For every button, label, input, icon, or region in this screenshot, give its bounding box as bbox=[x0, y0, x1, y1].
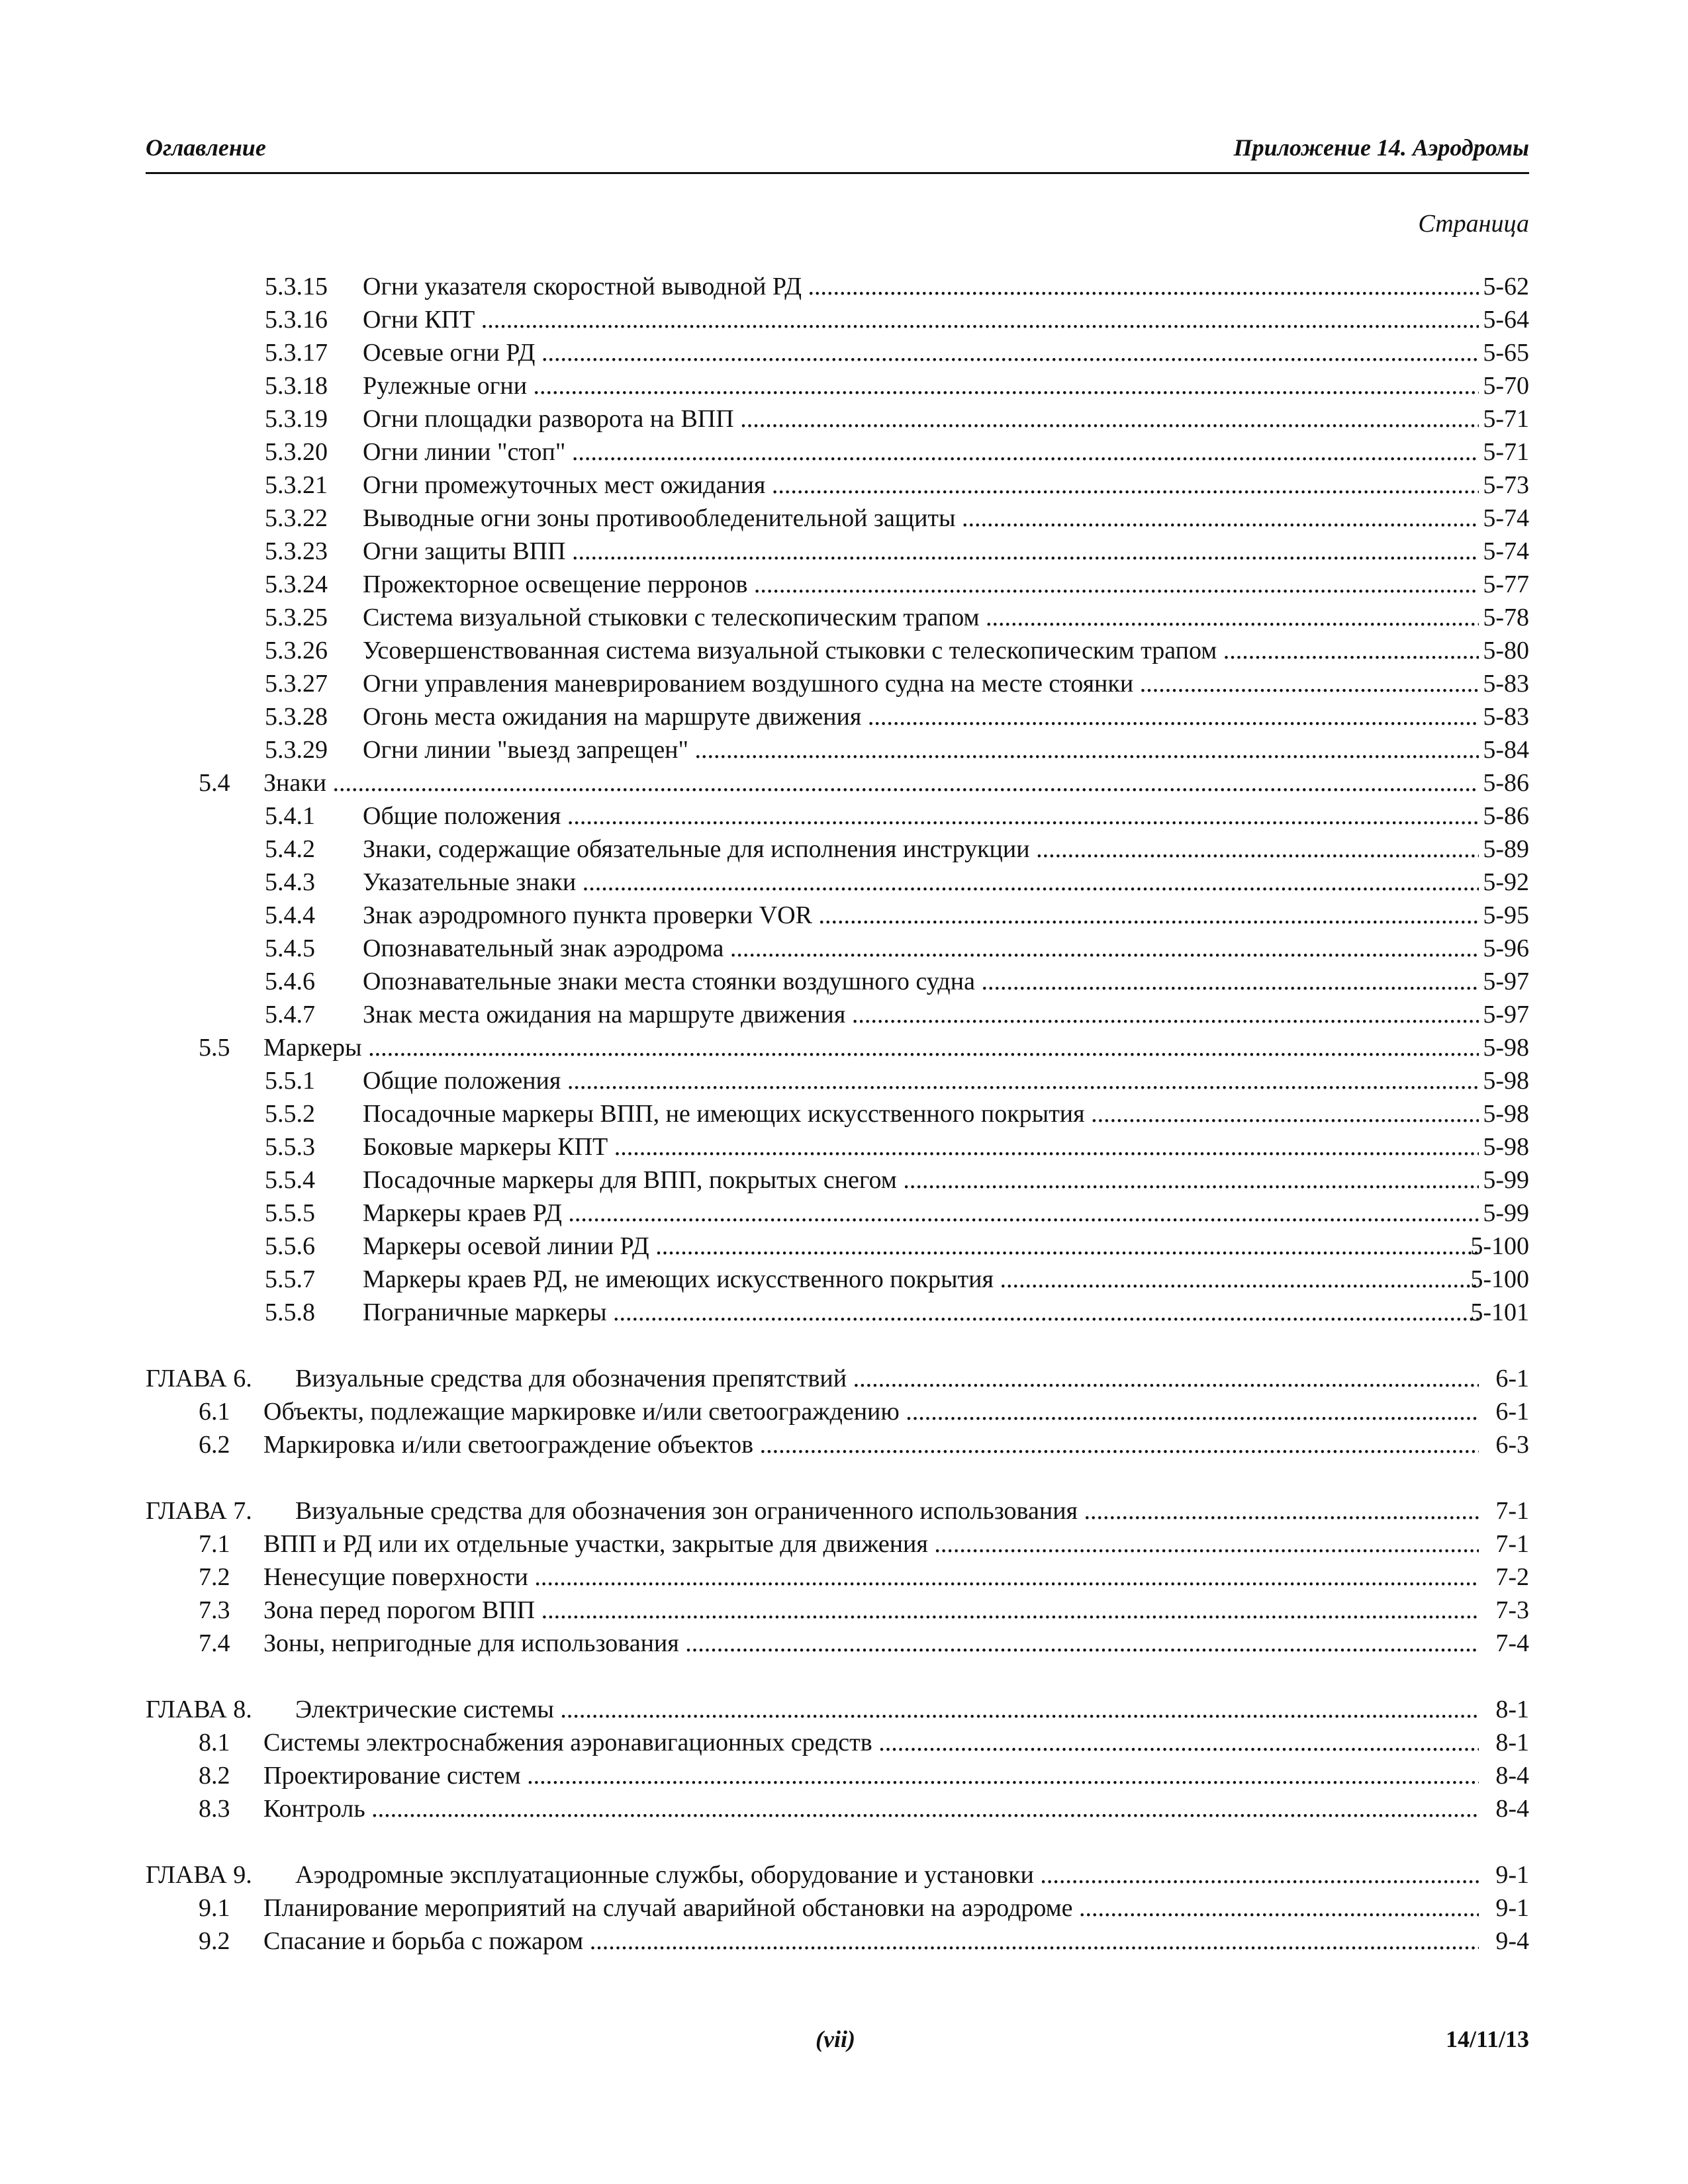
toc-entry-number: 6.2 bbox=[199, 1431, 230, 1459]
toc-entry-title: Рулежные огни ..... bbox=[363, 369, 1479, 402]
toc-entry[interactable] bbox=[146, 601, 1529, 634]
toc-entry[interactable] bbox=[146, 1925, 1529, 1958]
toc-entry-number: 5.5.2 bbox=[265, 1100, 315, 1128]
toc-entry-number: 5.4.6 bbox=[265, 968, 315, 995]
toc-entry-title: Посадочные маркеры для ВПП, покрытых снегом ..... bbox=[363, 1163, 1479, 1197]
toc-entry-page: 5-86 bbox=[1483, 769, 1529, 797]
toc-entry[interactable] bbox=[146, 402, 1529, 435]
toc-entry-title: Прожекторное освещение перронов ..... bbox=[363, 568, 1479, 601]
toc-entry-title: Осевые огни РД ..... bbox=[363, 336, 1479, 369]
toc-entry-page: 5-80 bbox=[1483, 637, 1529, 664]
toc-entry-title: Знаки, содержащие обязательные для исполнения инструкции ..... bbox=[363, 833, 1479, 866]
toc-entry-number: 9.1 bbox=[199, 1894, 230, 1922]
toc-entry-page: 5-65 bbox=[1483, 339, 1529, 367]
toc-entry-title: Знак места ожидания на маршруте движения ..... bbox=[363, 998, 1479, 1031]
toc-entry[interactable] bbox=[146, 733, 1529, 766]
toc-entry[interactable] bbox=[146, 998, 1529, 1031]
toc-entry[interactable] bbox=[146, 435, 1529, 469]
toc-entry-title: Спасание и борьба с пожаром ..... bbox=[263, 1925, 1479, 1958]
toc-entry-number: 5.4.2 bbox=[265, 835, 315, 863]
toc-chapter-entry[interactable] bbox=[146, 1494, 1529, 1527]
toc-entry-title: Система визуальной стыковки с телескопическим трапом ..... bbox=[363, 601, 1479, 634]
toc-entry-page: 5-83 bbox=[1483, 703, 1529, 731]
toc-entry[interactable] bbox=[146, 369, 1529, 402]
toc-entry-title: Выводные огни зоны противообледенительной защиты ..... bbox=[363, 502, 1479, 535]
toc-entry-number: 5.3.25 bbox=[265, 604, 328, 631]
toc-entry-number: 5.5 bbox=[199, 1034, 230, 1062]
toc-entry[interactable] bbox=[146, 1627, 1529, 1660]
toc-entry-number: ГЛАВА 8. bbox=[146, 1696, 252, 1723]
toc-entry-title: Контроль ..... bbox=[263, 1792, 1479, 1825]
table-of-contents bbox=[146, 270, 1529, 1958]
toc-entry-number: 5.3.28 bbox=[265, 703, 328, 731]
toc-entry[interactable] bbox=[146, 634, 1529, 667]
section-spacer bbox=[146, 1825, 1529, 1858]
toc-entry[interactable] bbox=[146, 270, 1529, 303]
toc-entry-page: 5-92 bbox=[1483, 868, 1529, 896]
toc-entry-page: 5-89 bbox=[1483, 835, 1529, 863]
toc-entry-title: Пограничные маркеры ..... bbox=[363, 1296, 1479, 1329]
toc-entry[interactable] bbox=[146, 303, 1529, 336]
toc-entry-number: 7.3 bbox=[199, 1596, 230, 1624]
toc-entry[interactable] bbox=[146, 1230, 1529, 1263]
toc-entry-title: Зоны, непригодные для использования ..... bbox=[263, 1627, 1479, 1660]
toc-entry-title: Огни промежуточных мест ожидания ..... bbox=[363, 469, 1479, 502]
toc-entry-page: 6-3 bbox=[1495, 1431, 1529, 1459]
toc-entry-page: 5-86 bbox=[1483, 802, 1529, 830]
footer-page-number: (vii) bbox=[816, 2026, 855, 2052]
toc-entry[interactable] bbox=[146, 932, 1529, 965]
toc-entry[interactable] bbox=[146, 1561, 1529, 1594]
toc-entry-title: Ненесущие поверхности ..... bbox=[263, 1561, 1479, 1594]
toc-entry[interactable] bbox=[146, 1428, 1529, 1461]
toc-entry[interactable] bbox=[146, 1726, 1529, 1759]
toc-entry-number: ГЛАВА 6. bbox=[146, 1365, 252, 1392]
toc-entry-number: 5.4.1 bbox=[265, 802, 315, 830]
toc-entry-title: Объекты, подлежащие маркировке и/или светоограждению ..... bbox=[263, 1395, 1479, 1428]
toc-entry-number: 5.3.16 bbox=[265, 306, 328, 334]
toc-entry[interactable] bbox=[146, 336, 1529, 369]
toc-entry-title: Визуальные средства для обозначения зон ограниченного использования ..... bbox=[295, 1494, 1479, 1527]
toc-entry-page: 5-78 bbox=[1483, 604, 1529, 631]
toc-entry-number: 7.2 bbox=[199, 1563, 230, 1591]
toc-entry[interactable] bbox=[146, 502, 1529, 535]
toc-entry-number: 5.4.5 bbox=[265, 934, 315, 962]
toc-entry-title: Усовершенствованная система визуальной стыковки с телескопическим трапом ..... bbox=[363, 634, 1479, 667]
toc-entry-page: 5-99 bbox=[1483, 1166, 1529, 1194]
toc-entry-number: 5.3.24 bbox=[265, 570, 328, 598]
toc-entry-title: Огни линии "выезд запрещен" ..... bbox=[363, 733, 1479, 766]
toc-entry-page: 5-74 bbox=[1483, 504, 1529, 532]
toc-entry-page: 9-1 bbox=[1495, 1894, 1529, 1922]
toc-entry-page: 5-101 bbox=[1470, 1298, 1529, 1326]
toc-entry-page: 7-1 bbox=[1495, 1530, 1529, 1558]
toc-entry-page: 5-100 bbox=[1470, 1265, 1529, 1293]
toc-entry[interactable] bbox=[146, 1263, 1529, 1296]
toc-entry-number: 9.2 bbox=[199, 1927, 230, 1955]
toc-entry-page: 7-4 bbox=[1495, 1629, 1529, 1657]
toc-entry-title: Зона перед порогом ВПП ..... bbox=[263, 1594, 1479, 1627]
toc-entry-number: 5.5.7 bbox=[265, 1265, 315, 1293]
toc-entry-number: 5.4.4 bbox=[265, 901, 315, 929]
toc-entry-number: 5.5.5 bbox=[265, 1199, 315, 1227]
toc-entry-number: 5.3.19 bbox=[265, 405, 328, 433]
toc-entry-title: Общие положения ..... bbox=[363, 1064, 1479, 1097]
toc-entry-title: Проектирование систем ..... bbox=[263, 1759, 1479, 1792]
toc-entry[interactable] bbox=[146, 568, 1529, 601]
toc-entry-page: 5-97 bbox=[1483, 968, 1529, 995]
toc-chapter-entry[interactable] bbox=[146, 1362, 1529, 1395]
toc-entry[interactable] bbox=[146, 799, 1529, 833]
toc-entry-number: 6.1 bbox=[199, 1398, 230, 1426]
toc-entry-page: 5-64 bbox=[1483, 306, 1529, 334]
toc-entry[interactable] bbox=[146, 700, 1529, 733]
toc-entry-number: 5.4.7 bbox=[265, 1001, 315, 1028]
toc-entry[interactable] bbox=[146, 899, 1529, 932]
toc-chapter-entry[interactable] bbox=[146, 1858, 1529, 1891]
toc-entry-title: Указательные знаки ..... bbox=[363, 866, 1479, 899]
toc-entry-title: Огни управления маневрированием воздушного судна на месте стоянки ..... bbox=[363, 667, 1479, 700]
toc-entry-title: Маркеры осевой линии РД ..... bbox=[363, 1230, 1479, 1263]
toc-entry-number: 5.5.8 bbox=[265, 1298, 315, 1326]
toc-entry-page: 5-71 bbox=[1483, 438, 1529, 466]
toc-entry-title: Планирование мероприятий на случай аварийной обстановки на аэродроме ..... bbox=[263, 1891, 1479, 1925]
toc-entry-title: Огни линии "стоп" ..... bbox=[363, 435, 1479, 469]
toc-entry-number: 8.3 bbox=[199, 1795, 230, 1823]
toc-entry-title: Общие положения ..... bbox=[363, 799, 1479, 833]
toc-entry[interactable] bbox=[146, 833, 1529, 866]
toc-chapter-entry[interactable] bbox=[146, 1693, 1529, 1726]
toc-entry-page: 5-99 bbox=[1483, 1199, 1529, 1227]
toc-entry[interactable] bbox=[146, 965, 1529, 998]
toc-entry-number: 8.1 bbox=[199, 1729, 230, 1756]
toc-entry[interactable] bbox=[146, 469, 1529, 502]
toc-entry-title: Боковые маркеры КПТ ..... bbox=[363, 1130, 1479, 1163]
running-header bbox=[146, 132, 1529, 174]
toc-entry[interactable] bbox=[146, 1197, 1529, 1230]
toc-entry-page: 8-4 bbox=[1495, 1795, 1529, 1823]
toc-entry[interactable] bbox=[146, 1759, 1529, 1792]
toc-entry-number: 5.3.22 bbox=[265, 504, 328, 532]
toc-entry-number: 5.3.20 bbox=[265, 438, 328, 466]
toc-entry-number: 5.4.3 bbox=[265, 868, 315, 896]
toc-entry-number: 5.5.3 bbox=[265, 1133, 315, 1161]
toc-entry[interactable] bbox=[146, 866, 1529, 899]
toc-entry-title: ВПП и РД или их отдельные участки, закрытые для движения ..... bbox=[263, 1527, 1479, 1561]
toc-entry-page: 9-1 bbox=[1495, 1861, 1529, 1889]
toc-entry-title: Системы электроснабжения аэронавигационных средств ..... bbox=[263, 1726, 1479, 1759]
toc-entry-number: 5.3.23 bbox=[265, 537, 328, 565]
toc-entry[interactable] bbox=[146, 1792, 1529, 1825]
toc-entry[interactable] bbox=[146, 1527, 1529, 1561]
toc-entry-number: 7.1 bbox=[199, 1530, 230, 1558]
header-section-title: Оглавление bbox=[146, 134, 266, 161]
toc-entry-title: Огни защиты ВПП ..... bbox=[363, 535, 1479, 568]
toc-entry-number: 5.3.18 bbox=[265, 372, 328, 400]
section-spacer bbox=[146, 1461, 1529, 1494]
toc-entry-page: 5-84 bbox=[1483, 736, 1529, 764]
toc-entry-page: 5-74 bbox=[1483, 537, 1529, 565]
toc-entry-page: 7-3 bbox=[1495, 1596, 1529, 1624]
toc-entry-page: 7-2 bbox=[1495, 1563, 1529, 1591]
toc-entry-title: Маркеры ..... bbox=[263, 1031, 1479, 1064]
toc-entry-number: 5.3.15 bbox=[265, 273, 328, 300]
toc-entry-title: Огни площадки разворота на ВПП ..... bbox=[363, 402, 1479, 435]
toc-entry-title: Огни указателя скоростной выводной РД ..... bbox=[363, 270, 1479, 303]
toc-entry[interactable] bbox=[146, 766, 1529, 799]
toc-entry-page: 5-98 bbox=[1483, 1034, 1529, 1062]
toc-entry[interactable] bbox=[146, 1064, 1529, 1097]
toc-entry[interactable] bbox=[146, 1097, 1529, 1130]
toc-entry-number: 8.2 bbox=[199, 1762, 230, 1790]
toc-entry-number: ГЛАВА 9. bbox=[146, 1861, 252, 1889]
toc-entry-page: 5-71 bbox=[1483, 405, 1529, 433]
toc-entry-title: Маркеры краев РД ..... bbox=[363, 1197, 1479, 1230]
toc-entry-number: 5.3.29 bbox=[265, 736, 328, 764]
toc-entry-number: ГЛАВА 7. bbox=[146, 1497, 252, 1525]
page-column-label: Страница bbox=[1418, 210, 1529, 238]
toc-entry-page: 8-1 bbox=[1495, 1729, 1529, 1756]
toc-entry[interactable] bbox=[146, 535, 1529, 568]
header-document-title: Приложение 14. Аэродромы bbox=[1233, 134, 1529, 161]
toc-entry-page: 5-77 bbox=[1483, 570, 1529, 598]
toc-entry-page: 5-98 bbox=[1483, 1133, 1529, 1161]
toc-entry-title: Посадочные маркеры ВПП, не имеющих искусственного покрытия ..... bbox=[363, 1097, 1479, 1130]
toc-entry-title: Знаки ..... bbox=[263, 766, 1479, 799]
toc-entry-title: Аэродромные эксплуатационные службы, оборудование и установки ..... bbox=[295, 1858, 1479, 1891]
toc-entry-page: 5-83 bbox=[1483, 670, 1529, 698]
toc-entry-page: 5-62 bbox=[1483, 273, 1529, 300]
toc-entry-page: 6-1 bbox=[1495, 1398, 1529, 1426]
footer-date: 14/11/13 bbox=[1445, 2026, 1529, 2052]
toc-entry[interactable] bbox=[146, 1130, 1529, 1163]
toc-entry-page: 5-98 bbox=[1483, 1100, 1529, 1128]
section-spacer bbox=[146, 1660, 1529, 1693]
toc-entry-title: Маркеры краев РД, не имеющих искусственного покрытия ..... bbox=[363, 1263, 1479, 1296]
section-spacer bbox=[146, 1329, 1529, 1362]
toc-entry-number: 5.5.1 bbox=[265, 1067, 315, 1095]
toc-entry-title: Визуальные средства для обозначения препятствий ..... bbox=[295, 1362, 1479, 1395]
toc-entry-page: 5-70 bbox=[1483, 372, 1529, 400]
toc-entry-title: Знак аэродромного пункта проверки VOR ..... bbox=[363, 899, 1479, 932]
toc-entry[interactable] bbox=[146, 667, 1529, 700]
toc-entry-page: 6-1 bbox=[1495, 1365, 1529, 1392]
toc-entry-page: 5-73 bbox=[1483, 471, 1529, 499]
toc-entry-page: 8-1 bbox=[1495, 1696, 1529, 1723]
toc-entry[interactable] bbox=[146, 1296, 1529, 1329]
toc-entry[interactable] bbox=[146, 1395, 1529, 1428]
toc-entry[interactable] bbox=[146, 1594, 1529, 1627]
toc-entry-title: Опознавательный знак аэродрома ..... bbox=[363, 932, 1479, 965]
toc-entry-title: Электрические системы ..... bbox=[295, 1693, 1479, 1726]
toc-entry[interactable] bbox=[146, 1891, 1529, 1925]
toc-entry[interactable] bbox=[146, 1031, 1529, 1064]
toc-entry-number: 5.5.4 bbox=[265, 1166, 315, 1194]
toc-entry-page: 5-97 bbox=[1483, 1001, 1529, 1028]
toc-entry-page: 5-98 bbox=[1483, 1067, 1529, 1095]
toc-entry-number: 5.3.26 bbox=[265, 637, 328, 664]
toc-entry-number: 5.3.17 bbox=[265, 339, 328, 367]
toc-entry-title: Огонь места ожидания на маршруте движения ..... bbox=[363, 700, 1479, 733]
toc-entry-title: Огни КПТ ..... bbox=[363, 303, 1479, 336]
toc-entry-number: 7.4 bbox=[199, 1629, 230, 1657]
toc-entry-page: 5-100 bbox=[1470, 1232, 1529, 1260]
toc-entry-title: Маркировка и/или светоограждение объектов ..... bbox=[263, 1428, 1479, 1461]
toc-entry-page: 5-95 bbox=[1483, 901, 1529, 929]
toc-entry-title: Опознавательные знаки места стоянки воздушного судна ..... bbox=[363, 965, 1479, 998]
toc-entry-number: 5.3.27 bbox=[265, 670, 328, 698]
toc-entry-page: 5-96 bbox=[1483, 934, 1529, 962]
toc-entry-number: 5.3.21 bbox=[265, 471, 328, 499]
toc-entry-page: 9-4 bbox=[1495, 1927, 1529, 1955]
toc-entry[interactable] bbox=[146, 1163, 1529, 1197]
toc-entry-number: 5.4 bbox=[199, 769, 230, 797]
toc-entry-page: 8-4 bbox=[1495, 1762, 1529, 1790]
toc-entry-page: 7-1 bbox=[1495, 1497, 1529, 1525]
toc-entry-number: 5.5.6 bbox=[265, 1232, 315, 1260]
